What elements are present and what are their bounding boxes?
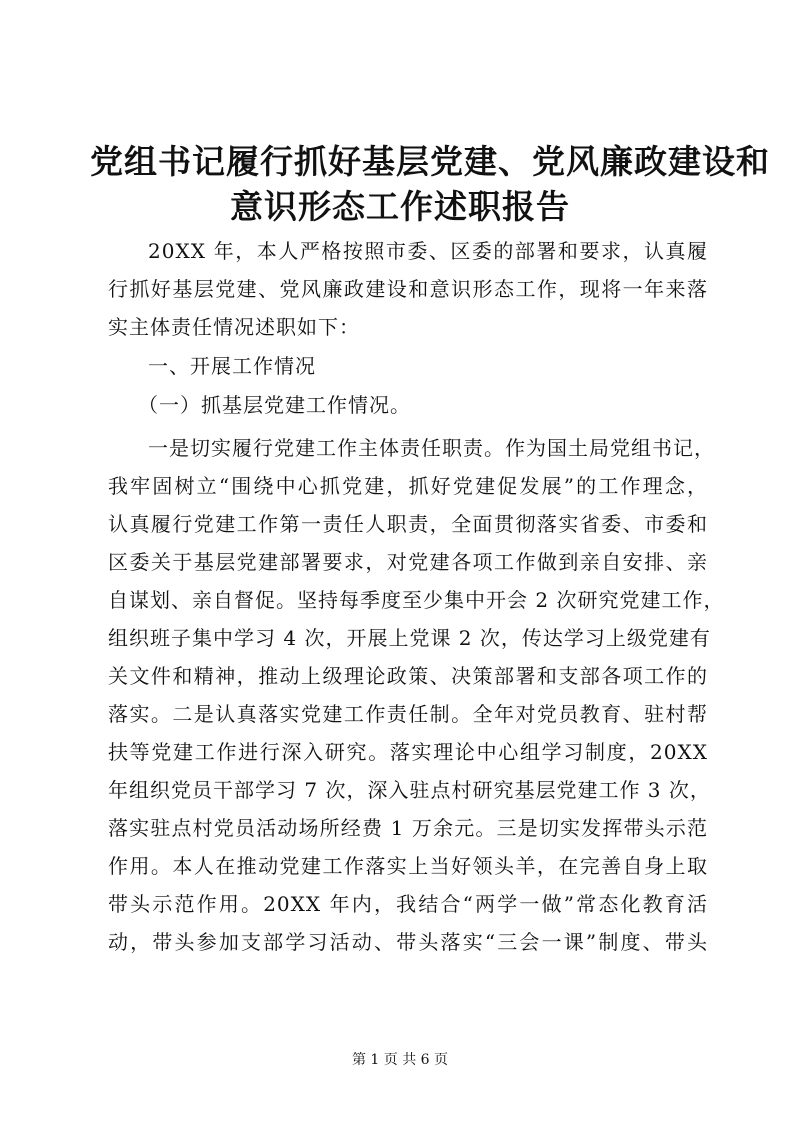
body-line: 自谋划、亲自督促。坚持每季度至少集中开会 2 次研究党建工作， xyxy=(108,588,725,612)
document-title-line-2: 意识形态工作述职报告 xyxy=(230,187,570,226)
body-line: 落实。二是认真落实党建工作责任制。全年对党员教育、驻村帮 xyxy=(108,702,708,726)
body-line: 扶等党建工作进行深入研究。落实理论中心组学习制度，20XX xyxy=(108,740,708,764)
section-heading: 一、开展工作情况 xyxy=(148,354,316,378)
body-line: 区委关于基层党建部署要求，对党建各项工作做到亲自安排、亲 xyxy=(108,550,708,574)
body-line: 年组织党员干部学习 7 次，深入驻点村研究基层党建工作 3 次， xyxy=(108,778,711,802)
body-line: 落实驻点村党员活动场所经费 1 万余元。三是切实发挥带头示范 xyxy=(108,816,708,840)
body-line: 实主体责任情况述职如下： xyxy=(108,315,360,339)
body-line: 作用。本人在推动党建工作落实上当好领头羊，在完善自身上取 xyxy=(108,854,708,878)
body-line: 20XX 年，本人严格按照市委、区委的部署和要求，认真履 xyxy=(148,239,708,263)
body-line: 行抓好基层党建、党风廉政建设和意识形态工作，现将一年来落 xyxy=(108,277,708,301)
body-line: 关文件和精神，推动上级理论政策、决策部署和支部各项工作的 xyxy=(108,664,708,688)
subsection-heading: （一）抓基层党建工作情况。 xyxy=(138,393,411,417)
body-line: 我牢固树立“围绕中心抓党建，抓好党建促发展”的工作理念， xyxy=(108,474,708,498)
body-line: 认真履行党建工作第一责任人职责，全面贯彻落实省委、市委和 xyxy=(108,512,708,536)
body-line: 组织班子集中学习 4 次，开展上党课 2 次，传达学习上级党建有 xyxy=(108,626,711,650)
document-title-line-1: 党组书记履行抓好基层党建、党风廉政建设和 xyxy=(90,142,770,181)
page-footer: 第 1 页 共 6 页 xyxy=(351,1052,449,1068)
body-line: 动，带头参加支部学习活动、带头落实“三会一课”制度、带头 xyxy=(108,930,708,954)
body-line: 一是切实履行党建工作主体责任职责。作为国土局党组书记， xyxy=(148,436,715,460)
body-line: 带头示范作用。20XX 年内，我结合“两学一做”常态化教育活 xyxy=(108,892,708,916)
